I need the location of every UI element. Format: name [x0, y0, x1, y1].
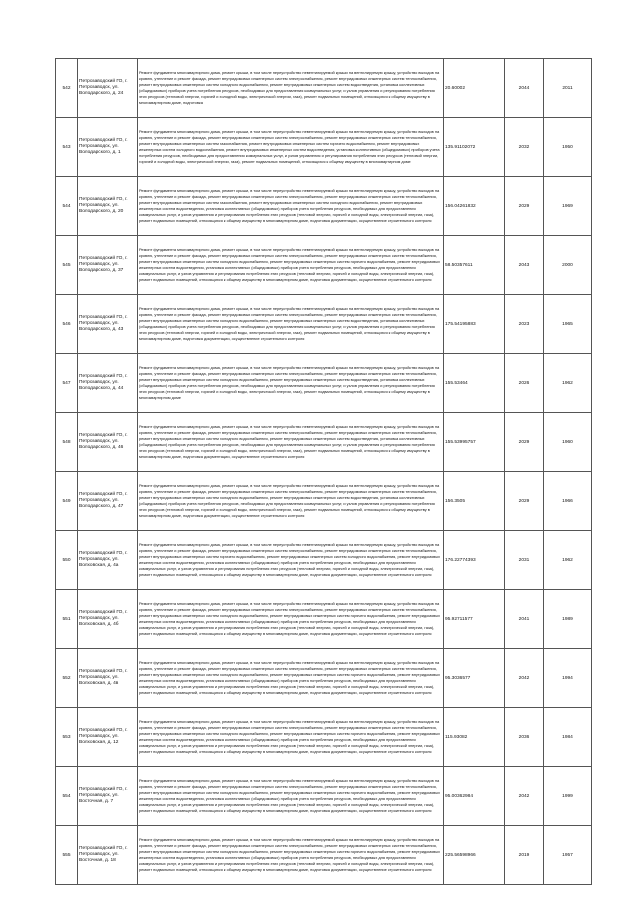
- repair-works-description: Ремонт фундамента многоквартирного дома, ремонт крыши, в том числе переустройство невентилируемой крыши на вентилируемую крышу, устройство выходов на кровлю, утепление и ремонт фасада, ремонт внутридомовых инженерных систем электроснабжения, ремонт внутридомовых инженерных систем теплоснабжения, ремонт внутридомовых инженерных систем холодного водоснабжения, ремонт внутридомовых инженерных систем водоотведения, установка коллективных (общедомовых) приборов учета потребления ресурсов, необходимых для предоставления коммунальных услуг, и узлов управления и регулирования потребления этих ресурсов (тепловой энергии, горячей и холодной воды, электрической энергии, газа), ремонт подвальных помещений, относящихся к общему имуществу в многоквартирном доме, подготовка документации, осуществление строительного контроля: [138, 413, 444, 472]
- build-year: 2000: [544, 236, 592, 295]
- repair-works-description: Ремонт фундамента многоквартирного дома, ремонт крыши, в том числе переустройство невентилируемой крыши на вентилируемую крышу, устройство выходов на кровлю, утепление и ремонт фасада, ремонт внутридомовых инженерных систем электроснабжения, ремонт внутридомовых инженерных систем теплоснабжения, ремонт внутридомовых инженерных систем газоснабжения, ремонт внутридомовых инженерных систем горячего водоснабжения, ремонт внутридомовых инженерных систем холодного водоснабжения, ремонт внутридомовых инженерных систем водоотведения, установка коллективных (общедомовых) приборов учета потребления ресурсов, необходимых для предоставления коммунальных услуг, и узлов управления и регулирования потребления этих ресурсов (тепловой энергии, горячей и холодной воды, электрической энергии, газа), ремонт подвальных помещений, относящихся к общему имуществу в многоквартирном доме: [138, 118, 444, 177]
- build-year: 1984: [544, 708, 592, 767]
- repair-cost: 156.3505: [444, 472, 505, 531]
- building-address: Петрозаводский ГО, г. Петрозаводск, ул. Володарского, д. 37: [78, 236, 138, 295]
- table-row: [56, 767, 592, 826]
- repair-cost: 225.56598966: [444, 826, 505, 885]
- repair-cost: 155.53995757: [444, 413, 505, 472]
- planned-year: 2041: [505, 590, 544, 649]
- repair-cost: 176.22774393: [444, 531, 505, 590]
- repair-works-description: Ремонт фундамента многоквартирного дома, ремонт крыши, в том числе переустройство невентилируемой крыши на вентилируемую крышу, устройство выходов на кровлю, утепление и ремонт фасада, ремонт внутридомовых инженерных систем электроснабжения, ремонт внутридомовых инженерных систем теплоснабжения, ремонт внутридомовых инженерных систем холодного водоснабжения, ремонт внутридомовых инженерных систем водоотведения, установка коллективных (общедомовых) приборов учета потребления ресурсов, необходимых для предоставления коммунальных услуг, и узлов управления и регулирования потребления этих ресурсов (тепловой энергии, горячей и холодной воды, электрической энергии, газа), ремонт подвальных помещений, относящихся к общему имуществу в многоквартирном доме, подготовка документации, осуществление строительного контроля: [138, 472, 444, 531]
- planned-year: 2031: [505, 531, 544, 590]
- repair-works-description: Ремонт фундамента многоквартирного дома, ремонт крыши, в том числе переустройство невентилируемой крыши на вентилируемую крышу, устройство выходов на кровлю, утепление и ремонт фасада, ремонт внутридомовых инженерных систем электроснабжения, ремонт внутридомовых инженерных систем теплоснабжения, ремонт внутридомовых инженерных систем газоснабжения, ремонт внутридомовых инженерных систем холодного водоснабжения, ремонт внутридомовых инженерных систем водоотведения, установка коллективных (общедомовых) приборов учета потребления ресурсов, необходимых для предоставления коммунальных услуг, и узлов управления и регулирования потребления этих ресурсов (тепловой энергии, горячей и холодной воды, электрической энергии, газа), ремонт подвальных помещений, относящихся к общему имуществу в многоквартирном доме, подготовка документации, осуществление строительного контроля: [138, 177, 444, 236]
- build-year: 1950: [544, 118, 592, 177]
- build-year: 1962: [544, 531, 592, 590]
- repair-works-description: Ремонт фундамента многоквартирного дома, ремонт крыши, в том числе переустройство невентилируемой крыши на вентилируемую крышу, устройство выходов на кровлю, утепление и ремонт фасада, ремонт внутридомовых инженерных систем электроснабжения, ремонт внутридомовых инженерных систем теплоснабжения, ремонт внутридомовых инженерных систем холодного водоснабжения, ремонт внутридомовых инженерных систем водоотведения, установка коллективных (общедомовых) приборов учета потребления ресурсов, необходимых для предоставления коммунальных услуг, и узлов управления и регулирования потребления этих ресурсов (тепловой энергии, горячей и холодной воды, электрической энергии, газа), ремонт подвальных помещений, относящихся к общему имуществу в многоквартирном доме, подготовка документации, осуществление строительного контроля: [138, 295, 444, 354]
- table-row: [56, 295, 592, 354]
- table-row: [56, 413, 592, 472]
- planned-year: 2043: [505, 236, 544, 295]
- build-year: 1962: [544, 354, 592, 413]
- build-year: 1989: [544, 590, 592, 649]
- repair-works-description: Ремонт фундамента многоквартирного дома, ремонт крыши, в том числе переустройство невентилируемой крыши на вентилируемую крышу, устройство выходов на кровлю, утепление и ремонт фасада, ремонт внутридомовых инженерных систем электроснабжения, ремонт внутридомовых инженерных систем теплоснабжения, ремонт внутридомовых инженерных систем холодного водоснабжения, ремонт внутридомовых инженерных систем горячего водоснабжения, ремонт внутридомовых инженерных систем водоотведения, установка коллективных (общедомовых) приборов учета потребления ресурсов, необходимых для предоставления коммунальных услуг, и узлов управления и регулирования потребления этих ресурсов (тепловой энергии, горячей и холодной воды, электрической энергии, газа), ремонт подвальных помещений, относящихся к общему имуществу в многоквартирном доме, подготовка документации, осуществление строительного контроля: [138, 767, 444, 826]
- repair-works-description: Ремонт фундамента многоквартирного дома, ремонт крыши, в том числе переустройство невентилируемой крыши на вентилируемую крышу, устройство выходов на кровлю, утепление и ремонт фасада, ремонт внутридомовых инженерных систем электроснабжения, ремонт внутридомовых инженерных систем теплоснабжения, ремонт внутридомовых инженерных систем горячего водоснабжения, ремонт внутридомовых инженерных систем холодного водоснабжения, ремонт внутридомовых инженерных систем водоотведения, установка коллективных (общедомовых) приборов учета потребления ресурсов, необходимых для предоставления коммунальных услуг, и узлов управления и регулирования потребления этих ресурсов (тепловой энергии, горячей и холодной воды, электрической энергии, газа), ремонт подвальных помещений, относящихся к общему имуществу в многоквартирном доме, подготовка документации, осуществление строительного контроля: [138, 531, 444, 590]
- planned-year: 2019: [505, 826, 544, 885]
- repair-cost: 95.00362984: [444, 767, 505, 826]
- repair-works-description: Ремонт фундамента многоквартирного дома, ремонт крыши, в том числе переустройство невентилируемой крыши на вентилируемую крышу, устройство выходов на кровлю, утепление и ремонт фасада, ремонт внутридомовых инженерных систем электроснабжения, ремонт внутридомовых инженерных систем теплоснабжения, ремонт внутридомовых инженерных систем холодного водоснабжения, ремонт внутридомовых инженерных систем горячего водоснабжения, ремонт внутридомовых инженерных систем водоотведения, установка коллективных (общедомовых) приборов учета потребления ресурсов, необходимых для предоставления коммунальных услуг, и узлов управления и регулирования потребления этих ресурсов (тепловой энергии, горячей и холодной воды, электрической энергии, газа), ремонт подвальных помещений, относящихся к общему имуществу в многоквартирном доме, подготовка документации, осуществление строительного контроля: [138, 708, 444, 767]
- repair-cost: 155.53464: [444, 354, 505, 413]
- table-row: [56, 177, 592, 236]
- repair-cost: 95.92711577: [444, 590, 505, 649]
- planned-year: 2044: [505, 59, 544, 118]
- repair-works-description: Ремонт фундамента многоквартирного дома, ремонт крыши, в том числе переустройство невентилируемой крыши на вентилируемую крышу, устройство выходов на кровлю, утепление и ремонт фасада, ремонт внутридомовых инженерных систем электроснабжения, ремонт внутридомовых инженерных систем теплоснабжения, ремонт внутридомовых инженерных систем холодного водоснабжения, ремонт внутридомовых инженерных систем горячего водоснабжения, ремонт внутридомовых инженерных систем водоотведения, установка коллективных (общедомовых) приборов учета потребления ресурсов, необходимых для предоставления коммунальных услуг, и узлов управления и регулирования потребления этих ресурсов (тепловой энергии, горячей и холодной воды, электрической энергии, газа), ремонт подвальных помещений, относящихся к общему имуществу в многоквартирном доме, подготовка документации, осуществление строительного контроля: [138, 590, 444, 649]
- building-address: Петрозаводский ГО, г. Петрозаводск, ул. Володарского, д. 46: [78, 413, 138, 472]
- build-year: 1960: [544, 413, 592, 472]
- repair-cost: 20.60002: [444, 59, 505, 118]
- build-year: 1966: [544, 472, 592, 531]
- build-year: 1994: [544, 649, 592, 708]
- planned-year: 2036: [505, 708, 544, 767]
- planned-year: 2029: [505, 472, 544, 531]
- planned-year: 2042: [505, 767, 544, 826]
- register-body: [56, 59, 592, 885]
- repair-works-description: Ремонт фундамента многоквартирного дома, ремонт крыши, в том числе переустройство невентилируемой крыши на вентилируемую крышу, устройство выходов на кровлю, утепление и ремонт фасада, ремонт внутридомовых инженерных систем электроснабжения, ремонт внутридомовых инженерных систем теплоснабжения, ремонт внутридомовых инженерных систем холодного водоснабжения, ремонт внутридомовых инженерных систем горячего водоснабжения, ремонт внутридомовых инженерных систем водоотведения, установка коллективных (общедомовых) приборов учета потребления ресурсов, необходимых для предоставления коммунальных услуг, и узлов управления и регулирования потребления этих ресурсов (тепловой энергии, горячей и холодной воды, электрической энергии, газа), ремонт подвальных помещений, относящихся к общему имуществу в многоквартирном доме, подготовка документации, осуществление строительного контроля: [138, 826, 444, 885]
- planned-year: 2026: [505, 354, 544, 413]
- repair-works-description: Ремонт фундамента многоквартирного дома, ремонт крыши, в том числе переустройство невентилируемой крыши на вентилируемую крышу, устройство выходов на кровлю, утепление и ремонт фасада, ремонт внутридомовых инженерных систем электроснабжения, ремонт внутридомовых инженерных систем теплоснабжения, ремонт внутридомовых инженерных систем холодного водоснабжения, ремонт внутридомовых инженерных систем водоотведения, установка коллективных (общедомовых) приборов учета потребления ресурсов, необходимых для предоставления коммунальных услуг, и узлов управления и регулирования потребления этих ресурсов (тепловой энергии, горячей и холодной воды, электрической энергии, газа), ремонт подвальных помещений, относящихся к общему имуществу в многоквартирном доме, подготовка: [138, 59, 444, 118]
- planned-year: 2023: [505, 295, 544, 354]
- table-row: [56, 236, 592, 295]
- repair-cost: 175.54195883: [444, 295, 505, 354]
- building-address: Петрозаводский ГО, г. Петрозаводск, ул. Володарского, д. 24: [78, 59, 138, 118]
- row-number: 548: [56, 413, 78, 472]
- row-number: 542: [56, 59, 78, 118]
- building-address: Петрозаводский ГО, г. Петрозаводск, ул. Волховская, д. 4а: [78, 531, 138, 590]
- build-year: 1957: [544, 826, 592, 885]
- row-number: 543: [56, 118, 78, 177]
- table-row: [56, 708, 592, 767]
- row-number: 547: [56, 354, 78, 413]
- building-address: Петрозаводский ГО, г. Петрозаводск, ул. Восточная, д. 18: [78, 826, 138, 885]
- table-row: [56, 354, 592, 413]
- row-number: 555: [56, 826, 78, 885]
- repair-works-description: Ремонт фундамента многоквартирного дома, ремонт крыши, в том числе переустройство невентилируемой крыши на вентилируемую крышу, устройство выходов на кровлю, утепление и ремонт фасада, ремонт внутридомовых инженерных систем электроснабжения, ремонт внутридомовых инженерных систем теплоснабжения, ремонт внутридомовых инженерных систем холодного водоснабжения, ремонт внутридомовых инженерных систем водоотведения, установка коллективных (общедомовых) приборов учета потребления ресурсов, необходимых для предоставления коммунальных услуг, и узлов управления и регулирования потребления этих ресурсов (тепловой энергии, горячей и холодной воды, электрической энергии, газа), ремонт подвальных помещений, относящихся к общему имуществу в многоквартирном доме: [138, 354, 444, 413]
- build-year: 2011: [544, 59, 592, 118]
- repair-works-description: Ремонт фундамента многоквартирного дома, ремонт крыши, в том числе переустройство невентилируемой крыши на вентилируемую крышу, устройство выходов на кровлю, утепление и ремонт фасада, ремонт внутридомовых инженерных систем электроснабжения, ремонт внутридомовых инженерных систем теплоснабжения, ремонт внутридомовых инженерных систем холодного водоснабжения, ремонт внутридомовых инженерных систем горячего водоснабжения, ремонт внутридомовых инженерных систем водоотведения, установка коллективных (общедомовых) приборов учета потребления ресурсов, необходимых для предоставления коммунальных услуг, и узлов управления и регулирования потребления этих ресурсов (тепловой энергии, горячей и холодной воды, электрической энергии, газа), ремонт подвальных помещений, относящихся к общему имуществу в многоквартирном доме, подготовка документации, осуществление строительного контроля: [138, 236, 444, 295]
- planned-year: 2029: [505, 177, 544, 236]
- repair-cost: 95.3036577: [444, 649, 505, 708]
- building-address: Петрозаводский ГО, г. Петрозаводск, ул. Восточная, д. 7: [78, 767, 138, 826]
- table-row: [56, 531, 592, 590]
- planned-year: 2029: [505, 413, 544, 472]
- building-address: Петрозаводский ГО, г. Петрозаводск, ул. Володарского, д. 20: [78, 177, 138, 236]
- table-row: [56, 472, 592, 531]
- building-address: Петрозаводский ГО, г. Петрозаводск, ул. Волховская, д. 4б: [78, 590, 138, 649]
- table-row: [56, 649, 592, 708]
- row-number: 545: [56, 236, 78, 295]
- table-row: [56, 59, 592, 118]
- build-year: 1969: [544, 177, 592, 236]
- planned-year: 2042: [505, 649, 544, 708]
- repair-cost: 58.50357611: [444, 236, 505, 295]
- table-row: [56, 118, 592, 177]
- row-number: 552: [56, 649, 78, 708]
- building-address: Петрозаводский ГО, г. Петрозаводск, ул. Володарского, д. 43: [78, 295, 138, 354]
- repair-cost: 156.04261832: [444, 177, 505, 236]
- row-number: 554: [56, 767, 78, 826]
- row-number: 550: [56, 531, 78, 590]
- repair-cost: 115.93082: [444, 708, 505, 767]
- row-number: 544: [56, 177, 78, 236]
- planned-year: 2032: [505, 118, 544, 177]
- row-number: 551: [56, 590, 78, 649]
- building-address: Петрозаводский ГО, г. Петрозаводск, ул. Володарского, д. 47: [78, 472, 138, 531]
- building-address: Петрозаводский ГО, г. Петрозаводск, ул. Волховская, д. 4в: [78, 649, 138, 708]
- row-number: 549: [56, 472, 78, 531]
- build-year: 1965: [544, 295, 592, 354]
- table-row: [56, 590, 592, 649]
- capital-repair-register-table: [55, 58, 592, 885]
- table-row: [56, 826, 592, 885]
- row-number: 553: [56, 708, 78, 767]
- row-number: 546: [56, 295, 78, 354]
- repair-works-description: Ремонт фундамента многоквартирного дома, ремонт крыши, в том числе переустройство невентилируемой крыши на вентилируемую крышу, устройство выходов на кровлю, утепление и ремонт фасада, ремонт внутридомовых инженерных систем электроснабжения, ремонт внутридомовых инженерных систем теплоснабжения, ремонт внутридомовых инженерных систем холодного водоснабжения, ремонт внутридомовых инженерных систем горячего водоснабжения, ремонт внутридомовых инженерных систем водоотведения, установка коллективных (общедомовых) приборов учета потребления ресурсов, необходимых для предоставления коммунальных услуг, и узлов управления и регулирования потребления этих ресурсов (тепловой энергии, горячей и холодной воды, электрической энергии, газа), ремонт подвальных помещений, относящихся к общему имуществу в многоквартирном доме, подготовка документации, осуществление строительного контроля: [138, 649, 444, 708]
- building-address: Петрозаводский ГО, г. Петрозаводск, ул. Володарского, д. 44: [78, 354, 138, 413]
- repair-cost: 135.91102072: [444, 118, 505, 177]
- building-address: Петрозаводский ГО, г. Петрозаводск, ул. Волховская, д. 12: [78, 708, 138, 767]
- building-address: Петрозаводский ГО, г. Петрозаводск, ул. Володарского, д. 1: [78, 118, 138, 177]
- build-year: 1999: [544, 767, 592, 826]
